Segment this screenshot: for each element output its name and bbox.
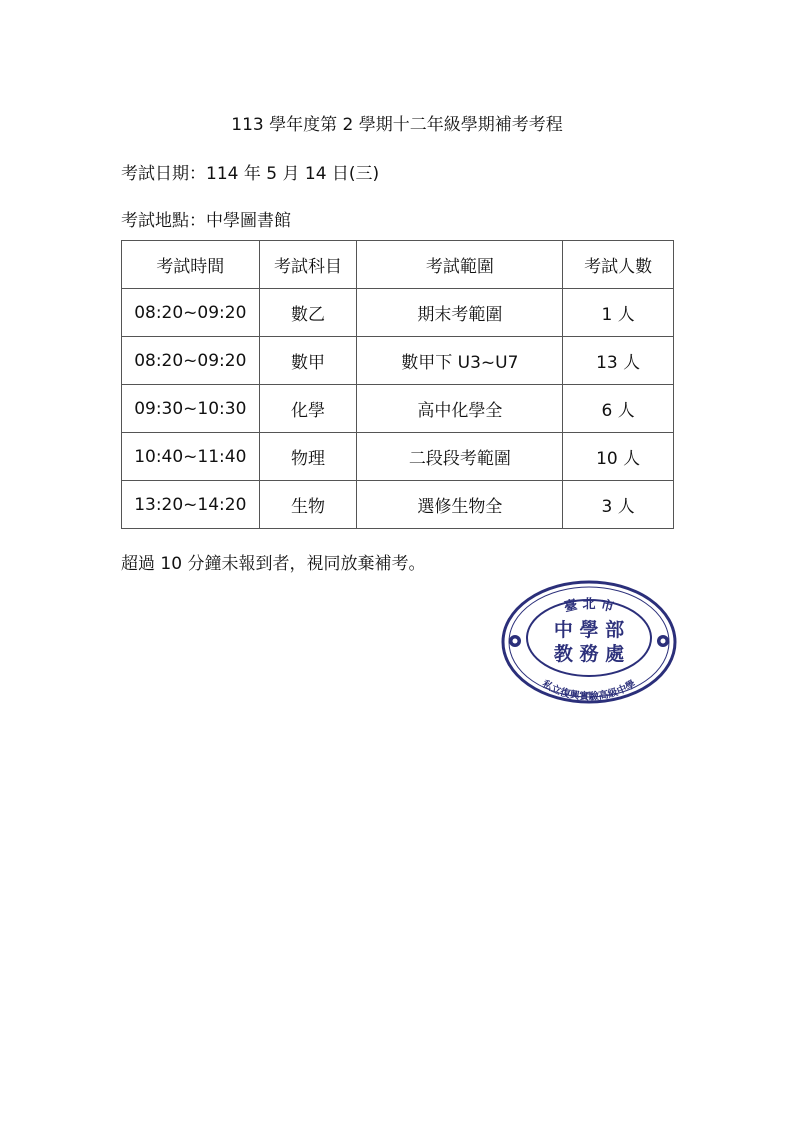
cell-count: 13 人	[563, 337, 674, 385]
cell-range: 高中化學全	[357, 385, 563, 433]
plum-blossom-icon	[657, 635, 669, 647]
cell-subject: 數甲	[259, 337, 357, 385]
seal-line-office: 教 務 處	[553, 643, 625, 665]
exam-date: 考試日期：114 年 5 月 14 日(三)	[121, 164, 380, 184]
absence-note: 超過 10 分鐘未報到者，視同放棄補考。	[121, 554, 426, 574]
office-seal-stamp	[499, 578, 679, 706]
cell-count: 3 人	[563, 481, 674, 529]
exam-location: 考試地點：中學圖書館	[121, 211, 291, 231]
table-row	[122, 433, 674, 481]
header-exam-range: 考試範圍	[357, 241, 563, 289]
seal-top-text: 臺 北 市	[562, 597, 616, 616]
cell-time: 10:40~11:40	[122, 433, 260, 481]
cell-range: 期末考範圍	[357, 289, 563, 337]
cell-time: 09:30~10:30	[122, 385, 260, 433]
header-exam-time: 考試時間	[122, 241, 260, 289]
table-row	[122, 481, 674, 529]
cell-range: 二段段考範圍	[357, 433, 563, 481]
table-row	[122, 337, 674, 385]
cell-subject: 物理	[259, 433, 357, 481]
document-title: 113 學年度第 2 學期十二年級學期補考考程	[231, 115, 563, 135]
cell-count: 6 人	[563, 385, 674, 433]
cell-subject: 數乙	[259, 289, 357, 337]
exam-schedule-table	[121, 240, 674, 529]
cell-range: 數甲下 U3~U7	[357, 337, 563, 385]
cell-time: 08:20~09:20	[122, 337, 260, 385]
header-exam-subject: 考試科目	[259, 241, 357, 289]
table-row	[122, 289, 674, 337]
seal-bottom-text: 私立復興實驗高級中學	[540, 678, 638, 703]
header-exam-count: 考試人數	[563, 241, 674, 289]
table-row	[122, 385, 674, 433]
cell-subject: 生物	[259, 481, 357, 529]
cell-count: 10 人	[563, 433, 674, 481]
plum-blossom-icon	[509, 635, 521, 647]
cell-range: 選修生物全	[357, 481, 563, 529]
cell-time: 08:20~09:20	[122, 289, 260, 337]
seal-line-division: 中 學 部	[553, 619, 625, 641]
cell-count: 1 人	[563, 289, 674, 337]
cell-time: 13:20~14:20	[122, 481, 260, 529]
table-header-row	[122, 241, 674, 289]
cell-subject: 化學	[259, 385, 357, 433]
